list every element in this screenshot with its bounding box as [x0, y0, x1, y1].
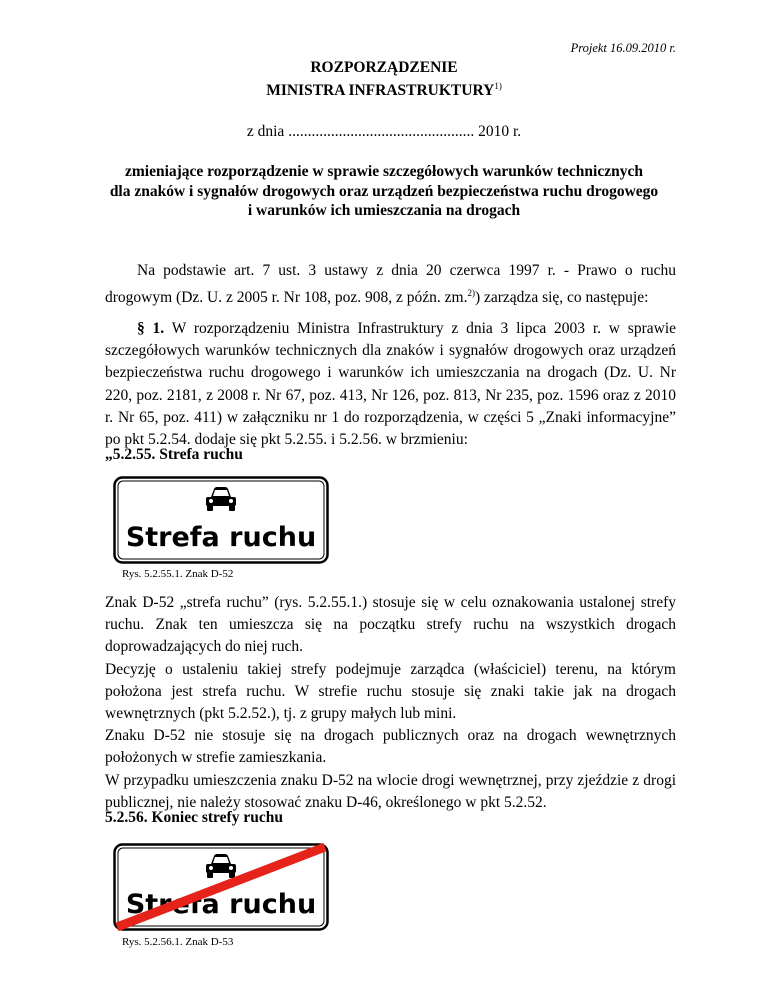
footnote-ref-2[interactable]: 2) — [467, 288, 475, 299]
text-paragraph: Znaku D-52 nie stosuje się na drogach publicznych oraz na drogach wewnętrznych położonych w strefie zamieszkania. — [105, 727, 676, 767]
figure-caption: Rys. 5.2.55.1. Znak D-52 — [122, 568, 234, 580]
sign-label: Strefa ruchu — [125, 889, 317, 920]
footnote-ref-1[interactable]: 1) — [494, 81, 502, 91]
item-heading-5-2-56: 5.2.56. Koniec strefy ruchu — [105, 809, 283, 826]
date-line: z dnia ................................................ 2010 r. — [246, 123, 522, 140]
document-title-line2 — [0, 81, 768, 100]
draft-note: Projekt 16.09.2010 r. — [570, 41, 676, 55]
item-5-2-55-text — [105, 592, 676, 814]
sign-d53-figure — [113, 843, 329, 931]
text-paragraph: Decyzję o ustaleniu takiej strefy podejmuje zarządca (właściciel) terenu, na którym położona jest strefa ruchu. W strefie ruchu stosuje się znaki takie jak na drogach wewnętrznych (pkt 5.2.52.), tj. z grupy małych lub mini. — [105, 660, 676, 723]
section-marker: § 1. — [137, 320, 165, 337]
subject-line: i warunków ich umieszczania na drogach — [247, 202, 521, 219]
figure-caption: Rys. 5.2.56.1. Znak D-53 — [122, 936, 234, 948]
issuer-name: MINISTRA INFRASTRUKTURY — [266, 82, 495, 100]
section-1-paragraph: § 1. W rozporządzeniu Ministra Infrastruktury z dnia 3 lipca 2003 r. w sprawie szczegółowych warunków technicznych dla znaków i sygnałów drogowych oraz urządzeń bezpieczeństwa ruchu drogowego i warunków ich umieszczania na drogach (Dz. U. Nr 220, poz. 2181, z 2008 r. Nr 67, poz. 413, Nr 126, poz. 813, Nr 235, poz. 1596 oraz z 2010 r. Nr 65, poz. 411) w załączniku nr 1 do rozporządzenia, w części 5 „Znaki informacyjne” po pkt 5.2.54. dodaje się pkt 5.2.55. i 5.2.56. w brzmieniu: — [105, 320, 676, 449]
sign-d52-figure — [113, 476, 329, 564]
subject-line: dla znaków i sygnałów drogowych oraz urządzeń bezpieczeństwa ruchu drogowego — [109, 182, 659, 200]
item-heading-5-2-55: „5.2.55. Strefa ruchu — [105, 446, 243, 463]
subject-block — [0, 162, 768, 221]
document-title-line1: ROZPORZĄDZENIE — [310, 59, 458, 76]
text-paragraph: W przypadku umieszczenia znaku D-52 na wlocie drogi wewnętrznej, przy zjeździe z drogi publicznej, nie należy stosować znaku D-46, określonego w pkt 5.2.52. — [105, 771, 676, 811]
subject-line: zmieniające rozporządzenie w sprawie szczegółowych warunków technicznych — [124, 163, 643, 180]
text-paragraph: Znak D-52 „strefa ruchu” (rys. 5.2.55.1.) stosuje się w celu oznakowania ustalonej strefy ruchu. Znak ten umieszcza się na początku strefy ruchu na wszystkich drogach doprowadzających do niej ruch. — [105, 594, 676, 656]
sign-label: Strefa ruchu — [125, 522, 317, 553]
legal-basis-paragraph: Na podstawie art. 7 ust. 3 ustawy z dnia 20 czerwca 1997 r. - Prawo o ruchu drogowym (Dz. U. z 2005 r. Nr 108, poz. 908, z późn. zm.$^{2)}$) zarządza się, co następuje: — [105, 262, 676, 307]
